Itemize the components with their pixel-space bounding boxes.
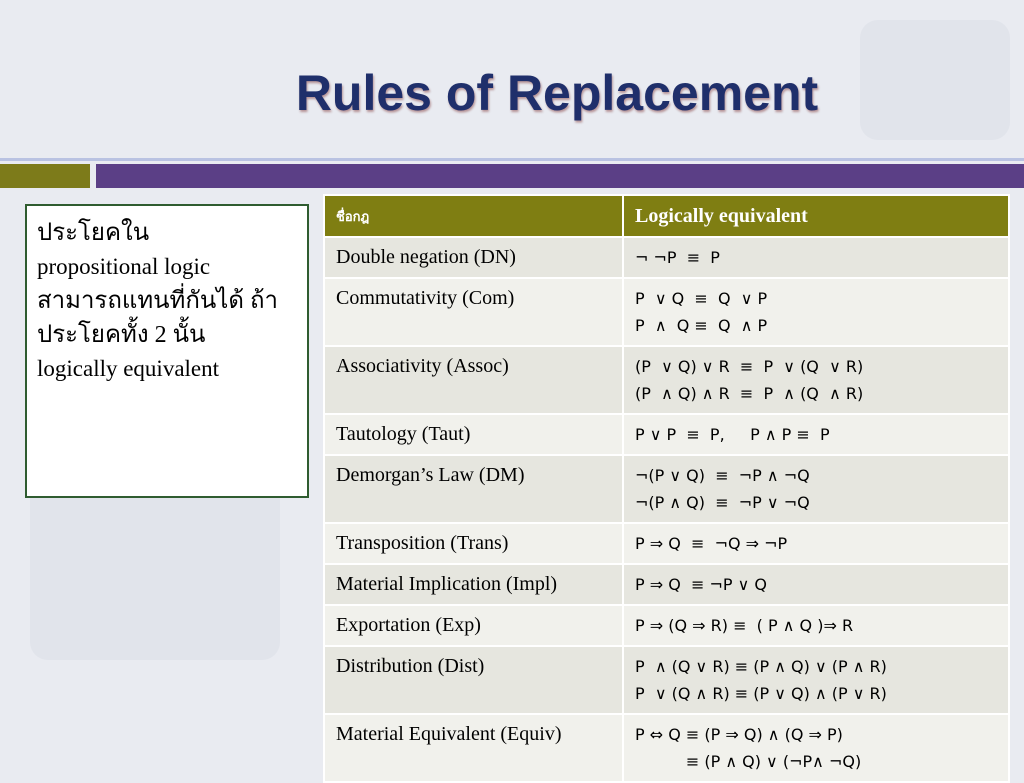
- textbox-line: logically equivalent: [37, 356, 220, 381]
- table-row: [324, 278, 1009, 346]
- rule-name-cell: Associativity (Assoc): [324, 346, 623, 414]
- accent-bar-purple: [96, 164, 1024, 188]
- rule-name-cell: Double negation (DN): [324, 237, 623, 278]
- formula-cell: [623, 605, 1009, 646]
- rule-name-cell: Distribution (Dist): [324, 646, 623, 714]
- rule-name-cell: Commutativity (Com): [324, 278, 623, 346]
- textbox-line: propositional logic: [37, 254, 211, 279]
- formula-line: P ⇔ Q ≡ (P ⇒ Q) ∧ (Q ⇒ P): [635, 725, 843, 744]
- formula-cell: [623, 414, 1009, 455]
- rule-name-cell: Exportation (Exp): [324, 605, 623, 646]
- definition-textbox: [25, 204, 309, 498]
- rule-name-cell: Transposition (Trans): [324, 523, 623, 564]
- rule-name-cell: Demorgan’s Law (DM): [324, 455, 623, 523]
- formula-cell: [623, 714, 1009, 782]
- formula-line: P ⇒ (Q ⇒ R) ≡ ( P ∧ Q )⇒ R: [635, 616, 854, 635]
- table-row: [324, 455, 1009, 523]
- formula-cell: [623, 237, 1009, 278]
- formula-line: (P ∨ Q) ∨ R ≡ P ∨ (Q ∨ R): [635, 357, 864, 376]
- formula-line: P ⇒ Q ≡ ¬Q ⇒ ¬P: [635, 534, 788, 553]
- column-header-equivalent: Logically equivalent: [623, 195, 1009, 237]
- column-header-rule-name: ชื่อกฎ: [324, 195, 623, 237]
- table-row: [324, 346, 1009, 414]
- rule-name-cell: Material Implication (Impl): [324, 564, 623, 605]
- table-row: [324, 564, 1009, 605]
- table-header-row: [324, 195, 1009, 237]
- formula-line: ≡ (P ∧ Q) ∨ (¬P∧ ¬Q): [635, 752, 862, 771]
- formula-line: (P ∧ Q) ∧ R ≡ P ∧ (Q ∧ R): [635, 384, 864, 403]
- table-row: [324, 714, 1009, 782]
- formula-line: P ∨ (Q ∧ R) ≡ (P ∨ Q) ∧ (P ∨ R): [635, 684, 887, 703]
- formula-cell: [623, 564, 1009, 605]
- table-row: [324, 523, 1009, 564]
- formula-line: ¬(P ∨ Q) ≡ ¬P ∧ ¬Q: [635, 466, 810, 485]
- rule-name-cell: Tautology (Taut): [324, 414, 623, 455]
- formula-cell: [623, 646, 1009, 714]
- textbox-line: ประโยคทั้ง 2 นั้น: [37, 322, 206, 348]
- formula-cell: [623, 278, 1009, 346]
- table-row: [324, 605, 1009, 646]
- formula-line: ¬ ¬P ≡ P: [635, 248, 720, 267]
- textbox-line: ประโยคใน: [37, 220, 150, 246]
- formula-line: P ∨ P ≡ P, P ∧ P ≡ P: [635, 425, 830, 444]
- formula-cell: [623, 455, 1009, 523]
- accent-bar-olive: [0, 164, 90, 188]
- formula-line: P ∧ Q ≡ Q ∧ P: [635, 316, 768, 335]
- formula-line: P ⇒ Q ≡ ¬P ∨ Q: [635, 575, 768, 594]
- table-row: [324, 414, 1009, 455]
- formula-line: P ∧ (Q ∨ R) ≡ (P ∧ Q) ∨ (P ∧ R): [635, 657, 887, 676]
- textbox-line: สามารถแทนที่กันได้ ถ้า: [37, 288, 278, 314]
- rules-table: [323, 194, 1010, 783]
- formula-cell: [623, 523, 1009, 564]
- formula-line: ¬(P ∧ Q) ≡ ¬P ∨ ¬Q: [635, 493, 810, 512]
- formula-cell: [623, 346, 1009, 414]
- rule-name-cell: Material Equivalent (Equiv): [324, 714, 623, 782]
- formula-line: P ∨ Q ≡ Q ∨ P: [635, 289, 768, 308]
- table-row: [324, 237, 1009, 278]
- slide-title: Rules of Replacement: [295, 65, 819, 121]
- divider-line: [0, 158, 1024, 161]
- table-row: [324, 646, 1009, 714]
